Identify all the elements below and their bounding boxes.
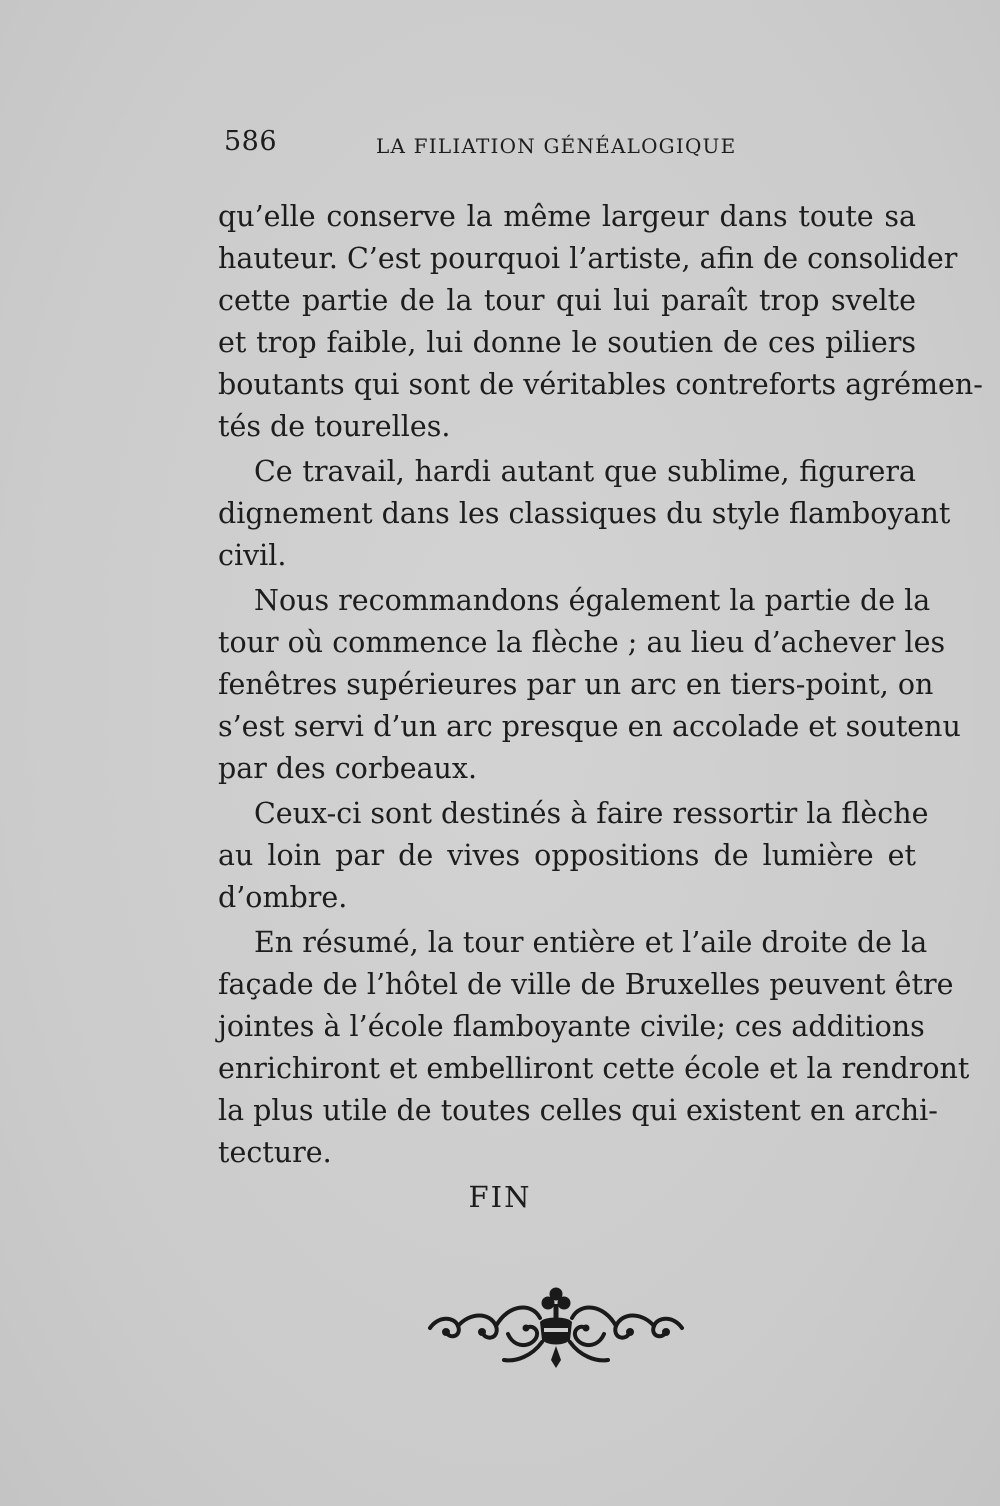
text-line: tés de tourelles. [218,410,451,443]
paragraph [218,922,970,1174]
text-line: s’est servi d’un arc presque en accolade et soutenu [218,710,961,743]
running-title: LA FILIATION GÉNÉALOGIQUE [376,134,737,158]
fin-label: FIN [468,1180,532,1214]
paragraph [218,451,951,577]
paragraph [218,196,983,448]
body-text [218,196,983,1177]
text-line: au loin par de vives oppositions de lumière et [218,839,916,872]
text-line: tecture. [218,1136,332,1169]
text-line: cette partie de la tour qui lui paraît trop svelte [218,284,916,317]
text-line: et trop faible, lui donne le soutien de ces piliers [218,326,916,359]
text-line: En résumé, la tour entière et l’aile droite de la [254,926,928,959]
text-line: enrichiront et embelliront cette école et la rendront [218,1052,970,1085]
text-line: Ce travail, hardi autant que sublime, figurera [254,455,916,488]
text-line: d’ombre. [218,881,348,914]
page-number: 586 [224,126,278,157]
text-line: qu’elle conserve la même largeur dans toute sa [218,200,916,233]
text-line: fenêtres supérieures par un arc en tiers-point, on [218,668,934,701]
text-line: par des corbeaux. [218,752,478,785]
text-line: hauteur. C’est pourquoi l’artiste, afin de consolider [218,242,958,275]
text-line: jointes à l’école flamboyante civile; ces additions [218,1010,925,1043]
text-line: Ceux-ci sont destinés à faire ressortir la flèche [254,797,929,830]
text-line: tour où commence la flèche ; au lieu d’achever les [218,626,946,659]
text-line: civil. [218,539,287,572]
paragraph [218,793,929,919]
text-line: la plus utile de toutes celles qui existent en archi- [218,1094,938,1127]
text-line: boutants qui sont de véritables contreforts agrémen- [218,368,983,401]
text-line: façade de l’hôtel de ville de Bruxelles peuvent être [218,968,954,1001]
text-line: dignement dans les classiques du style flamboyant [218,497,951,530]
paragraph [218,580,961,790]
page-header [224,126,784,166]
text-line: Nous recommandons également la partie de la [254,584,931,617]
floral-tailpiece-ornament-icon [424,1282,688,1374]
